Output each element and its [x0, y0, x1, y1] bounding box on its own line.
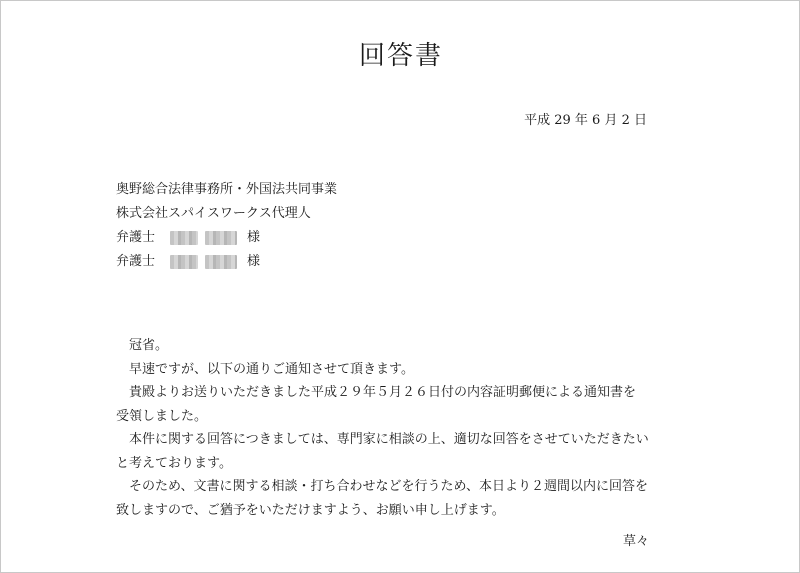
- lawyer-line-1: [116, 226, 337, 250]
- redacted-surname: [170, 255, 198, 269]
- document-date: 平成 29 年 6 月 2 日: [524, 113, 647, 128]
- redacted-given-name: [205, 255, 237, 269]
- body-line: と考えております。: [116, 455, 232, 471]
- body-line: 貴殿よりお送りいただきました平成２９年５月２６日付の内容証明郵便による通知書を: [129, 385, 637, 400]
- honorific: 様: [247, 230, 261, 245]
- body-line: 致しますので、ご猶予をいただけますよう、お願い申し上げます。: [116, 502, 505, 518]
- document-title: 回答書: [358, 41, 443, 71]
- redacted-given-name: [205, 231, 237, 245]
- lawyer-title: 弁護士: [116, 254, 156, 269]
- body-line: 早速ですが、以下の通りご通知させて頂きます。: [129, 361, 414, 377]
- body-line: そのため、文書に関する相談・打ち合わせなどを行うため、本日より２週間以内に回答を: [129, 479, 648, 494]
- lawyer-title: 弁護士: [116, 230, 156, 245]
- body-line: 本件に関する回答につきましては、専門家に相談の上、適切な回答をさせていただきたい: [129, 432, 649, 447]
- lawyer-line-2: [116, 250, 337, 274]
- body-line: 受領しました。: [116, 408, 208, 424]
- body-line: 冠省。: [129, 338, 169, 353]
- honorific: 様: [247, 254, 261, 269]
- redacted-surname: [170, 231, 198, 245]
- addressee-block: [116, 178, 337, 274]
- law-firm-name: 奥野総合法律事務所・外国法共同事業: [116, 182, 338, 197]
- company-agent-line: 株式会社スパイスワークス代理人: [116, 206, 311, 221]
- letter-body: [116, 334, 676, 522]
- closing-salutation: 草々: [622, 534, 649, 549]
